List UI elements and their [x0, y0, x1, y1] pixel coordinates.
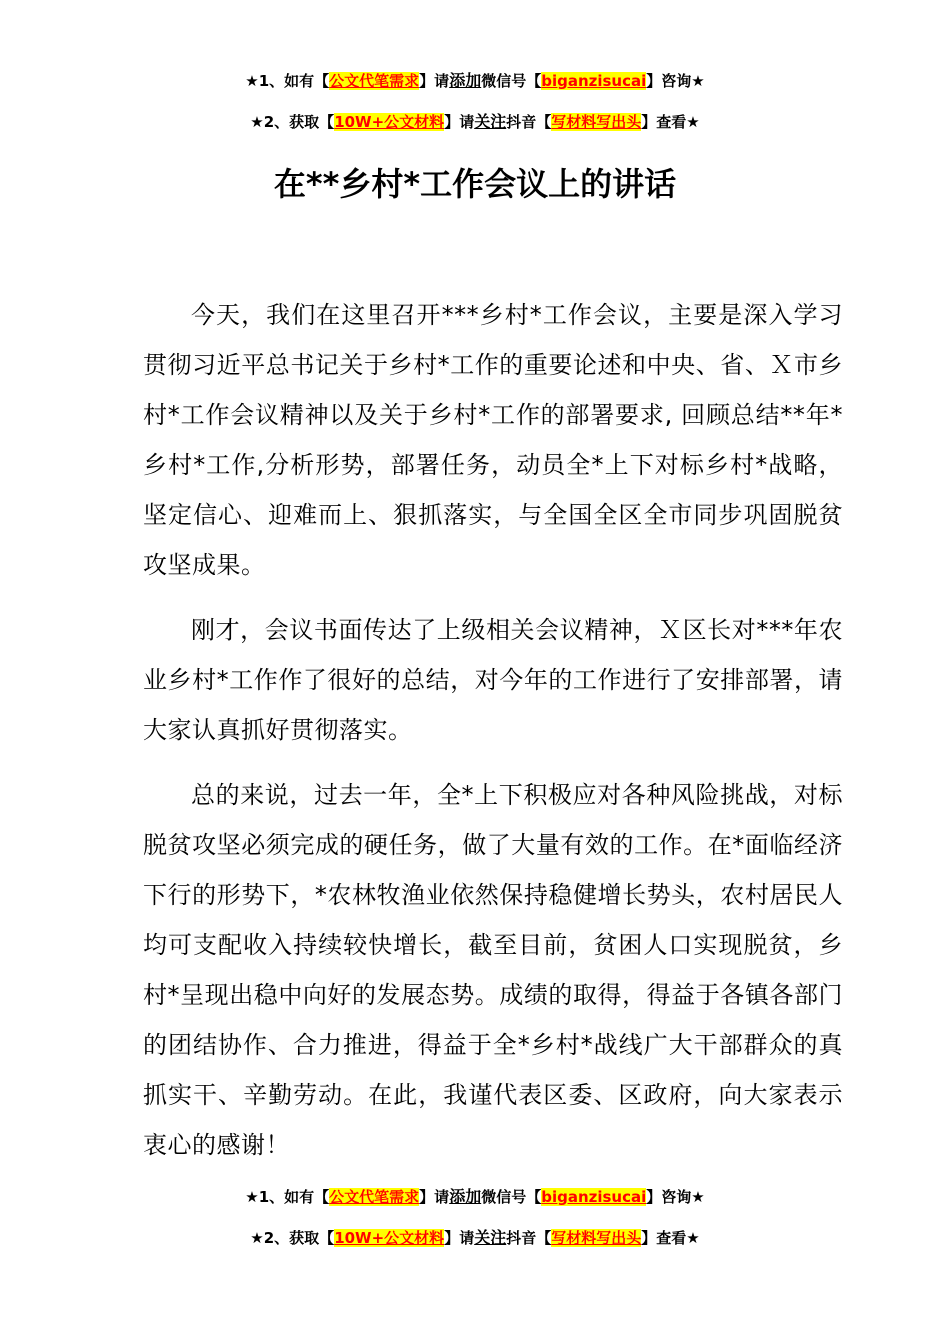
- paragraph-2: 刚才，会议书面传达了上级相关会议精神，Ｘ区长对***年农业乡村*工作作了很好的总结，对今年的工作进行了安排部署，请大家认真抓好贯彻落实。: [143, 616, 843, 744]
- paragraph-1: 今天，我们在这里召开***乡村*工作会议，主要是深入学习贯彻习近平总书记关于乡村*工作的重要论述和中央、省、Ｘ市乡村*工作会议精神以及关于乡村*工作的部署要求, 回顾总结**年*乡村*工作,分析形势，部署任务，动员全*上下对标乡村*战略，坚定信心、迎难而上、狠抓落实，与全国全区全市同步巩固脱贫攻坚成果。: [143, 301, 843, 579]
- footer-ad-line-2: ★2、获取【10W+公文材料】请关注抖音【写材料写出头】查看★: [250, 1228, 700, 1247]
- document-title: 在**乡村*工作会议上的讲话: [273, 165, 677, 203]
- ad-highlight-douyin: 写材料写出头: [551, 113, 642, 131]
- document-body: [143, 290, 843, 1185]
- ad-highlight-materials: 10W+公文材料: [334, 1229, 445, 1247]
- paragraph-3: 总的来说，过去一年，全*上下积极应对各种风险挑战，对标脱贫攻坚必须完成的硬任务，做了大量有效的工作。在*面临经济下行的形势下，*农林牧渔业依然保持稳健增长势头，农村居民人均可支配收入持续较快增长，截至目前，贫困人口实现脱贫，乡村*呈现出稳中向好的发展态势。成绩的取得，得益于各镇各部门的团结协作、合力推进，得益于全*乡村*战线广大干部群众的真抓实干、辛勤劳动。在此，我谨代表区委、区政府，向大家表示衷心的感谢！: [143, 781, 843, 1159]
- ad-highlight-service: 公文代笔需求: [329, 72, 420, 90]
- ad-highlight-wechat-id: biganzisucai: [541, 1188, 647, 1206]
- header-ad-line-1: ★1、如有【公文代笔需求】请添加微信号【biganzisucai】咨询★: [245, 71, 705, 90]
- ad-highlight-materials: 10W+公文材料: [334, 113, 445, 131]
- footer-ad-line-1: ★1、如有【公文代笔需求】请添加微信号【biganzisucai】咨询★: [245, 1187, 705, 1206]
- ad-highlight-douyin: 写材料写出头: [551, 1229, 642, 1247]
- header-ad-line-2: ★2、获取【10W+公文材料】请关注抖音【写材料写出头】查看★: [250, 112, 700, 131]
- ad-highlight-service: 公文代笔需求: [329, 1188, 420, 1206]
- ad-highlight-wechat-id: biganzisucai: [541, 72, 647, 90]
